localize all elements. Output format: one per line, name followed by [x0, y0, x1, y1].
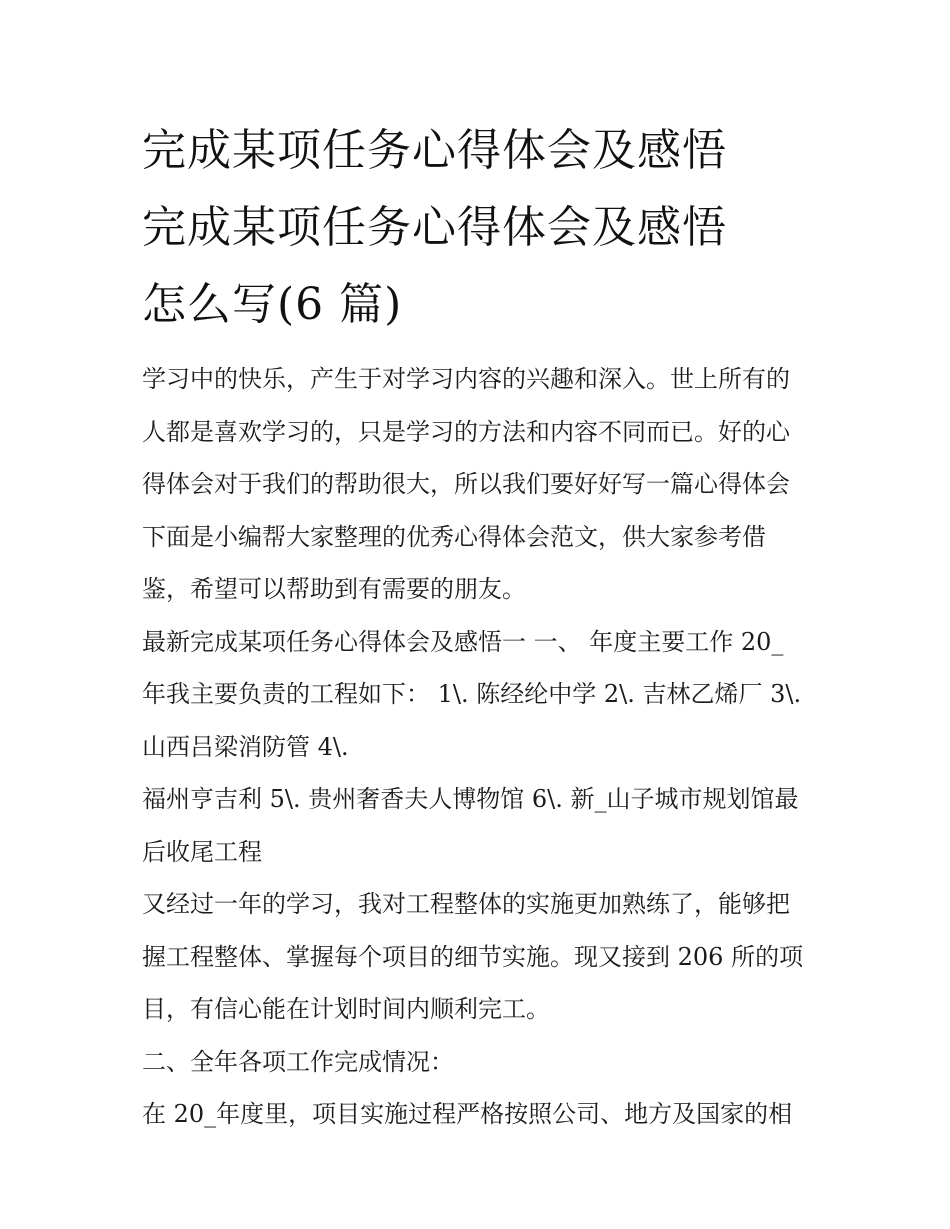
text-line: 学习中的快乐，产生于对学习内容的兴趣和深入。世上所有的 — [142, 365, 790, 393]
project-list-paragraph — [142, 773, 814, 878]
document-content — [142, 112, 814, 1141]
text-line: 又经过一年的学习，我对工程整体的实施更加熟练了，能够把 — [142, 890, 790, 918]
document-body — [142, 353, 814, 1141]
title-line: 怎么写(6 篇) — [142, 279, 403, 330]
text-line: 在 20_年度里，项目实施过程严格按照公司、地方及国家的相 — [142, 1100, 793, 1128]
text-line: 山西吕梁消防管 4\. — [142, 732, 349, 761]
text-line: 人都是喜欢学习的，只是学习的方法和内容不同而已。好的心 — [142, 417, 790, 446]
text-line: 得体会对于我们的帮助很大，所以我们要好好写一篇心得体会 — [142, 470, 790, 498]
document-title — [142, 112, 814, 343]
text-line: 目，有信心能在计划时间内顺利完工。 — [142, 995, 550, 1023]
title-line: 完成某项任务心得体会及感悟 — [142, 125, 727, 176]
text-line: 最新完成某项任务心得体会及感悟一 一、 年度主要工作 20_ — [142, 627, 784, 656]
annual-work-paragraph — [142, 1088, 814, 1141]
text-line: 鉴，希望可以帮助到有需要的朋友。 — [142, 575, 526, 603]
progress-paragraph — [142, 878, 814, 1036]
text-line: 握工程整体、掌握每个项目的细节实施。现又接到 206 所的项 — [142, 942, 804, 971]
text-line: 年我主要负责的工程如下： 1\. 陈经纶中学 2\. 吉林乙烯厂 3\. — [142, 680, 802, 708]
title-line: 完成某项任务心得体会及感悟 — [142, 202, 727, 253]
text-line: 下面是小编帮大家整理的优秀心得体会范文，供大家参考借 — [142, 522, 766, 551]
text-line: 福州亨吉利 5\. 贵州奢香夫人博物馆 6\. 新_山子城市规划馆最 — [142, 785, 799, 813]
section-heading-paragraph — [142, 1036, 814, 1089]
text-line: 后收尾工程 — [142, 837, 262, 866]
work-summary-paragraph — [142, 616, 814, 774]
text-line: 二、全年各项工作完成情况： — [142, 1047, 454, 1076]
intro-paragraph — [142, 353, 814, 616]
